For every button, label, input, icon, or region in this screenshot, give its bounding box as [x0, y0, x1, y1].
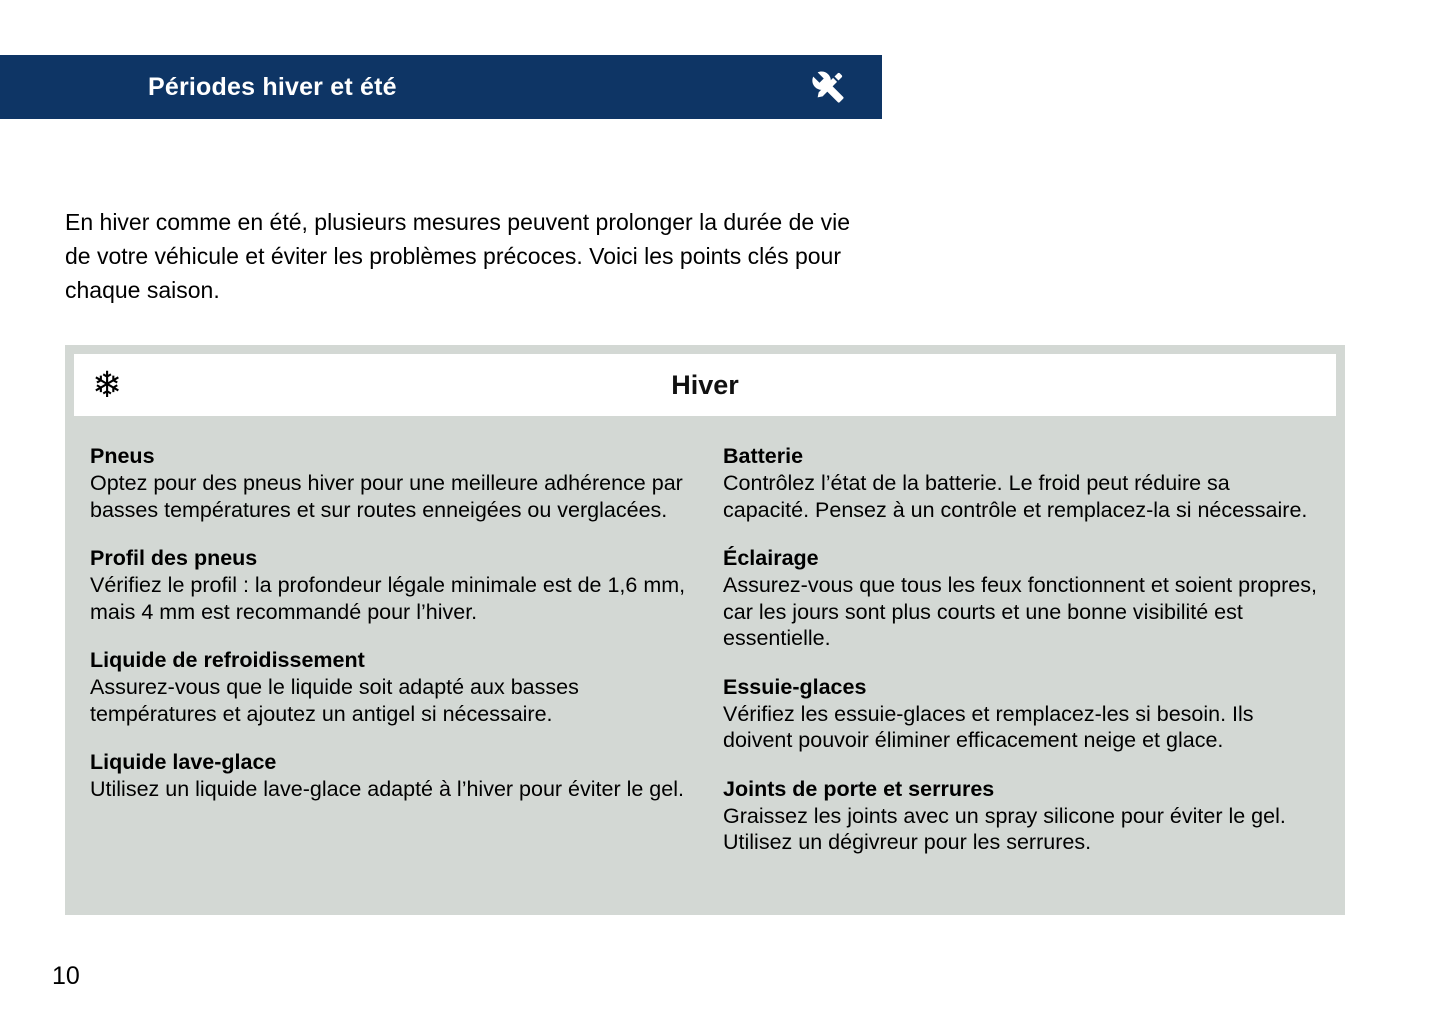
section-profil-des-pneus [90, 546, 687, 625]
section-heading: Joints de porte et serrures [723, 776, 995, 801]
winter-card-header [74, 354, 1336, 416]
section-heading: Éclairage [723, 546, 819, 570]
banner-title: Périodes hiver et été [148, 72, 397, 101]
section-heading: Batterie [723, 444, 804, 468]
page-number: 10 [52, 962, 80, 990]
winter-right-column [723, 444, 1320, 879]
section-eclairage [723, 546, 1320, 652]
intro-paragraph: En hiver comme en été, plusieurs mesures peuvent prolonger la durée de vie de votre véhicule et éviter les problèmes précoces. Voici les points clés pour chaque saison. [65, 209, 850, 303]
section-batterie [723, 444, 1320, 523]
section-heading: Pneus [90, 444, 155, 468]
section-heading: Essuie-glaces [723, 674, 867, 699]
section-banner [0, 55, 882, 119]
section-body: Vérifiez les essuie-glaces et remplacez-les si besoin. Ils doivent pouvoir éliminer efficacement neige et glace. [723, 701, 1254, 752]
section-body: Assurez-vous que tous les feux fonctionnent et soient propres, car les jours sont plus courts et une bonne visibilité est essentielle. [723, 573, 1317, 650]
section-liquide-refroidissement [90, 648, 687, 727]
section-body: Optez pour des pneus hiver pour une meilleure adhérence par basses températures et sur routes enneigées ou verglacées. [90, 471, 683, 522]
winter-card-body [74, 416, 1336, 879]
section-heading: Liquide lave-glace [90, 750, 277, 774]
snowflake-icon: ❄ [92, 364, 123, 405]
tools-icon [808, 67, 848, 107]
section-liquide-lave-glace [90, 750, 687, 803]
section-body: Vérifiez le profil : la profondeur légale minimale est de 1,6 mm, mais 4 mm est recommandé pour l’hiver. [90, 573, 686, 624]
section-essuie-glaces [723, 675, 1320, 754]
section-body: Graissez les joints avec un spray silicone pour éviter le gel. Utilisez un dégivreur pour les serrures. [723, 803, 1286, 854]
section-heading: Profil des pneus [90, 546, 258, 570]
winter-card-title: Hiver [671, 369, 739, 400]
section-heading: Liquide de refroidissement [90, 648, 365, 672]
section-joints-serrures [723, 777, 1320, 856]
winter-card [65, 345, 1345, 915]
section-body: Assurez-vous que le liquide soit adapté aux basses températures et ajoutez un antigel si nécessaire. [90, 675, 579, 726]
section-pneus [90, 444, 687, 523]
section-body: Utilisez un liquide lave-glace adapté à l’hiver pour éviter le gel. [90, 777, 684, 801]
winter-left-column [90, 444, 687, 879]
section-body: Contrôlez l’état de la batterie. Le froid peut réduire sa capacité. Pensez à un contrôle et remplacez-la si nécessaire. [723, 471, 1308, 522]
